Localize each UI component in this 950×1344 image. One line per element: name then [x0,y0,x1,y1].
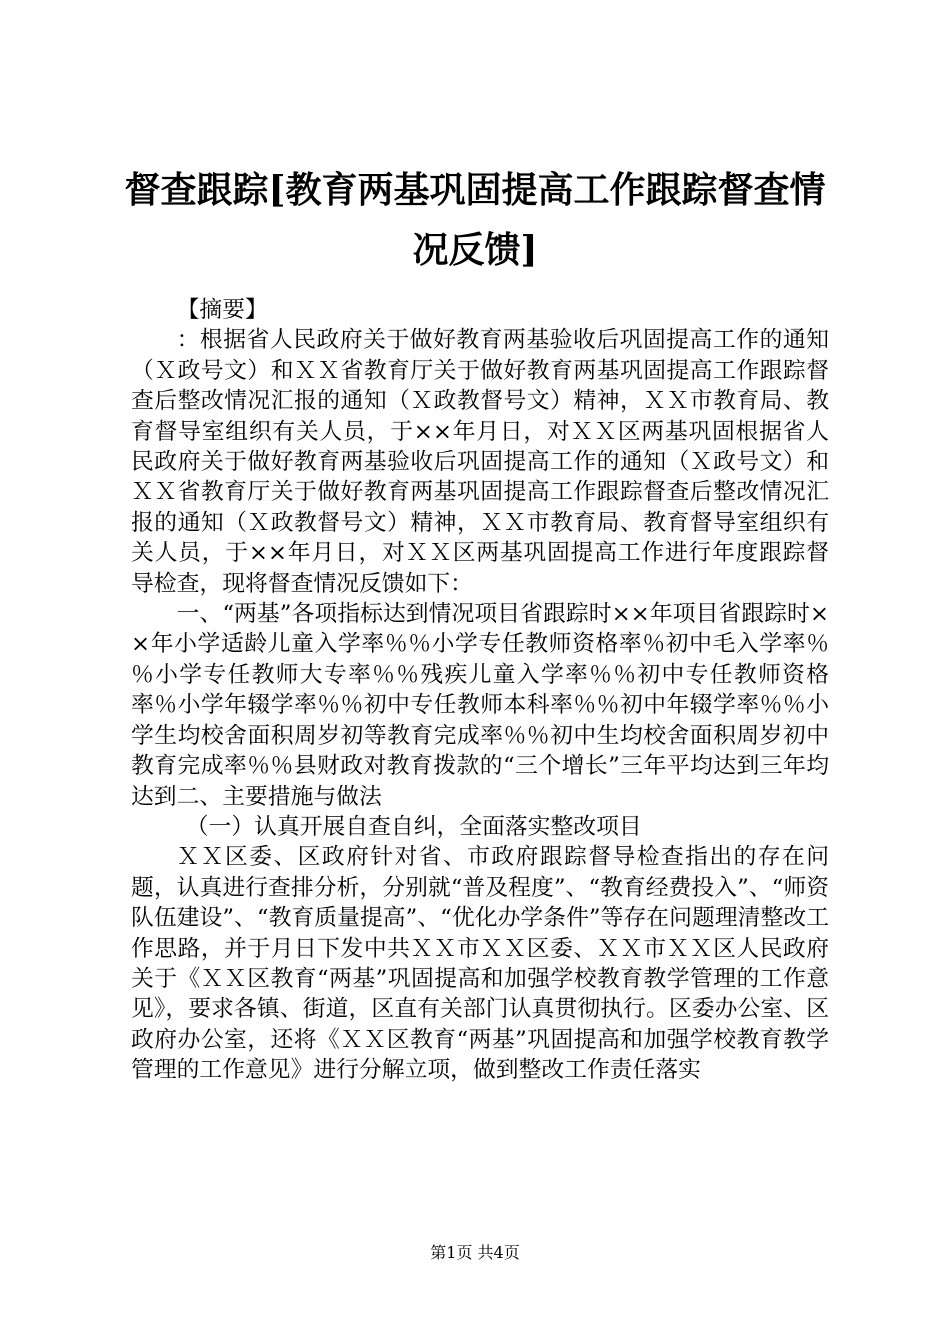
abstract-label: 【摘要】 [176,297,268,323]
subheading-one: （一）认真开展自查自纠，全面落实整改项目 [185,813,642,840]
document-body [131,295,829,1086]
page-number-footer: 第1页 共4页 [430,1243,520,1262]
document-title: 督查跟踪[教育两基巩固提高工作跟踪督查情况反馈] [124,169,826,271]
paragraph-abstract: ：根据省人民政府关于做好教育两基验收后巩固提高工作的通知（Ｘ政号文）和ＸＸ省教育厅关于做好教育两基巩固提高工作跟踪督查后整改情况汇报的通知（Ｘ政教督号文）精神，ＸＸ市教育局、教育督导室组织有关人员，于××年月日，对ＸＸ区两基巩固根据省人民政府关于做好教育两基验收后巩固提高工作的通知（Ｘ政号文）和ＸＸ省教育厅关于做好教育两基巩固提高工作跟踪督查后整改情况汇报的通知（Ｘ政教督号文）精神，ＸＸ市教育局、教育督导室组织有关人员，于××年月日，对ＸＸ区两基巩固提高工作进行年度跟踪督导检查，现将督查情况反馈如下： [131,327,829,597]
paragraph-section-one: 一、“两基”各项指标达到情况项目省跟踪时××年项目省跟踪时××年小学适龄儿童入学率％％小学专任教师资格率％初中毛入学率％％小学专任教师大专率％％残疾儿童入学率％％初中专任教师资格率％小学年辍学率％％初中专任教师本科率％％初中年辍学率％％小学生均校舍面积周岁初等教育完成率％％初中生均校舍面积周岁初中教育完成率％％县财政对教育拨款的“三个增长”三年平均达到三年均达到二、主要措施与做法 [131,601,829,810]
paragraph-rectification: ＸＸ区委、区政府针对省、市政府跟踪督导检查指出的存在问题，认真进行查排分析，分别就“普及程度”、“教育经费投入”、“师资队伍建设”、“教育质量提高”、“优化办学条件”等存在问题理清整改工作思路，并于月日下发中共ＸＸ市ＸＸ区委、ＸＸ市ＸＸ区人民政府关于《ＸＸ区教育“两基”巩固提高和加强学校教育教学管理的工作意见》，要求各镇、街道，区直有关部门认真贯彻执行。区委办公室、区政府办公室，还将《ＸＸ区教育“两基”巩固提高和加强学校教育教学管理的工作意见》进行分解立项，做到整改工作责任落实 [131,844,829,1084]
